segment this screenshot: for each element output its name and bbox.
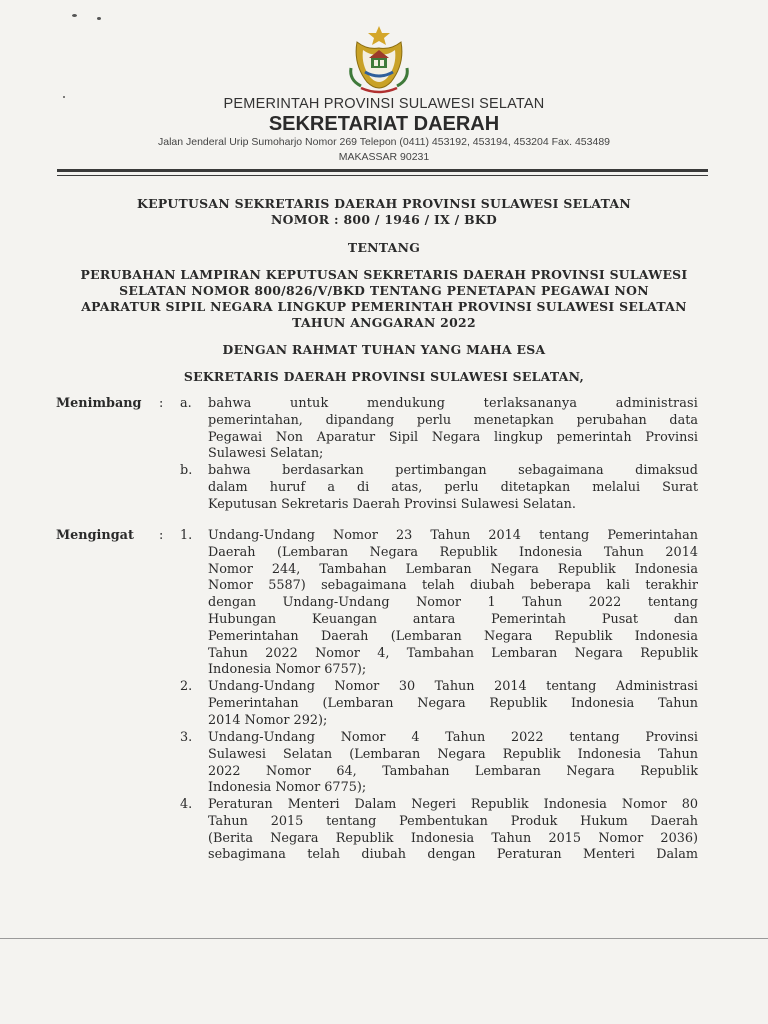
decree-subject-line: TAHUN ANGGARAN 2022 xyxy=(292,315,476,330)
decree-about-label: TENTANG xyxy=(347,240,421,255)
office-city: MAKASSAR 90231 xyxy=(338,151,430,163)
text-line: Undang-Undang Nomor 30 Tahun 2014 tentang Administrasi xyxy=(208,679,698,694)
text-line: bahwa untuk mendukung terlaksananya administrasi xyxy=(208,396,698,411)
mengingat-item-2 xyxy=(208,679,698,729)
text-line: Tahun 2022 Nomor 4, Tambahan Lembaran Negara Republik xyxy=(208,645,698,661)
mengingat-item-3 xyxy=(208,730,698,797)
menimbang-colon: : xyxy=(159,396,164,411)
text-line: Peraturan Menteri Dalam Negeri Republik Indonesia Nomor 80 xyxy=(208,797,698,812)
decree-title: KEPUTUSAN SEKRETARIS DAERAH PROVINSI SULAWESI SELATAN xyxy=(137,196,631,211)
decree-subject-line: APARATUR SIPIL NEGARA LINGKUP PEMERINTAH PROVINSI SULAWESI SELATAN xyxy=(81,299,687,314)
text-line: pemerintahan, dipandang perlu menetapkan perubahan data xyxy=(208,412,698,428)
grace-statement: DENGAN RAHMAT TUHAN YANG MAHA ESA xyxy=(222,342,546,357)
text-line: Sulawesi Selatan (Lembaran Negara Republik Indonesia Tahun xyxy=(208,746,698,762)
menimbang-item-mark: b. xyxy=(180,463,193,478)
scan-speck xyxy=(72,14,77,17)
mengingat-item-mark: 2. xyxy=(180,679,193,694)
mengingat-item-mark: 1. xyxy=(180,528,193,543)
menimbang-label: Menimbang xyxy=(56,396,142,411)
text-line: Undang-Undang Nomor 23 Tahun 2014 tentang Pemerintahan xyxy=(208,528,698,543)
text-line: Sulawesi Selatan; xyxy=(208,446,324,462)
text-line: bahwa berdasarkan pertimbangan sebagaimana dimaksud xyxy=(208,463,698,478)
office-address: Jalan Jenderal Urip Sumoharjo Nomor 269 Telepon (0411) 453192, 453194, 453204 Fax. 453489 xyxy=(157,136,610,148)
government-name: PEMERINTAH PROVINSI SULAWESI SELATAN xyxy=(223,96,545,112)
decree-number: NOMOR : 800 / 1946 / IX / BKD xyxy=(270,212,498,227)
decree-subject-line: SELATAN NOMOR 800/826/V/BKD TENTANG PENETAPAN PEGAWAI NON xyxy=(119,283,649,298)
text-line: Pemerintahan Daerah (Lembaran Negara Republik Indonesia xyxy=(208,628,698,644)
text-line: Daerah (Lembaran Negara Republik Indonesia Tahun 2014 xyxy=(208,544,698,560)
text-line: Hubungan Keuangan antara Pemerintah Pusat dan xyxy=(208,611,698,627)
provincial-emblem-icon xyxy=(347,24,411,98)
mengingat-item-1 xyxy=(208,528,698,679)
text-line: Indonesia Nomor 6775); xyxy=(208,780,367,796)
text-line: dalam huruf a di atas, perlu ditetapkan melalui Surat xyxy=(208,479,698,495)
text-line: 2022 Nomor 64, Tambahan Lembaran Negara Republik xyxy=(208,763,698,779)
text-line: sebagimana telah diubah dengan Peraturan Menteri Dalam xyxy=(208,847,698,863)
text-line: Indonesia Nomor 6757); xyxy=(208,662,367,678)
mengingat-item-4 xyxy=(208,797,698,864)
text-line: (Berita Negara Republik Indonesia Tahun 2015 Nomor 2036) xyxy=(208,830,698,846)
mengingat-colon: : xyxy=(159,528,164,543)
text-line: Pegawai Non Aparatur Sipil Negara lingkup pemerintah Provinsi xyxy=(208,429,698,445)
text-line: Undang-Undang Nomor 4 Tahun 2022 tentang Provinsi xyxy=(208,730,698,745)
text-line: Nomor 244, Tambahan Lembaran Negara Republik Indonesia xyxy=(208,561,698,577)
mengingat-label: Mengingat xyxy=(56,528,134,543)
text-line: Nomor 5587) sebagaimana telah diubah beberapa kali terakhir xyxy=(208,578,698,594)
office-name: SEKRETARIAT DAERAH xyxy=(268,113,500,135)
menimbang-item-mark: a. xyxy=(180,396,192,411)
text-line: dengan Undang-Undang Nomor 1 Tahun 2022 tentang xyxy=(208,595,698,611)
mengingat-item-mark: 4. xyxy=(180,797,193,812)
issuer-title: SEKRETARIS DAERAH PROVINSI SULAWESI SELATAN, xyxy=(183,369,585,384)
page-edge-rule xyxy=(0,938,768,939)
text-line: Tahun 2015 tentang Pembentukan Produk Hukum Daerah xyxy=(208,813,698,829)
text-line: Keputusan Sekretaris Daerah Provinsi Sulawesi Selatan. xyxy=(208,496,576,512)
menimbang-item-a xyxy=(208,396,698,463)
text-line: Pemerintahan (Lembaran Negara Republik Indonesia Tahun xyxy=(208,695,698,711)
decree-subject-line: PERUBAHAN LAMPIRAN KEPUTUSAN SEKRETARIS DAERAH PROVINSI SULAWESI xyxy=(80,267,688,282)
letterhead-rule xyxy=(57,169,708,172)
mengingat-item-mark: 3. xyxy=(180,730,193,745)
text-line: 2014 Nomor 292); xyxy=(208,712,328,728)
scan-speck xyxy=(97,17,101,20)
letterhead-rule-thin xyxy=(57,175,708,176)
menimbang-item-b xyxy=(208,463,698,513)
